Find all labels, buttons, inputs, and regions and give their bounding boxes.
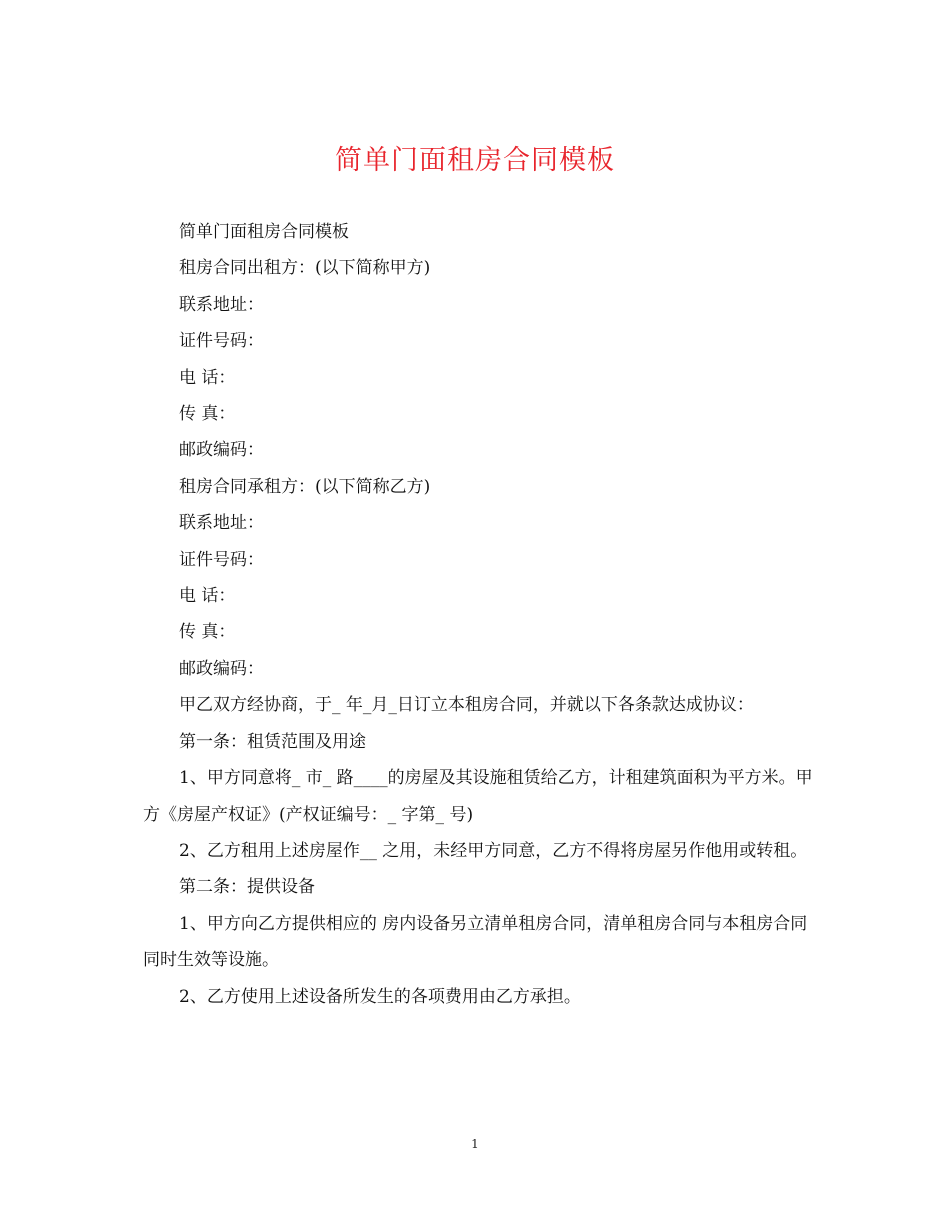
paragraph-article-2-item-1: 1、甲方向乙方提供相应的 房内设备另立清单租房合同，清单租房合同与本租房合同同时生效等设施。 [143, 913, 808, 971]
paragraph-lessor: 租房合同出租方：(以下简称甲方) [179, 258, 431, 279]
paragraph-article-2-heading: 第二条：提供设备 [179, 877, 315, 898]
paragraph-lessee-id: 证件号码： [179, 549, 264, 570]
document-body [143, 214, 813, 1015]
paragraph-lessee-phone: 电 话： [179, 586, 236, 607]
page-number: 1 [471, 1137, 479, 1151]
paragraph-lessee: 租房合同承租方：(以下简称乙方) [179, 476, 431, 497]
paragraph-lessor-id: 证件号码： [179, 331, 264, 352]
paragraph-article-1-item-1: 1、甲方同意将_ 市_ 路____的房屋及其设施租赁给乙方，计租建筑面积为平方米。甲方《房屋产权证》(产权证编号：_ 字第_ 号) [143, 768, 813, 825]
paragraph-lessor-fax: 传 真： [179, 404, 236, 425]
paragraph-lessor-postcode: 邮政编码： [179, 440, 264, 461]
paragraph-article-2-item-2: 2、乙方使用上述设备所发生的各项费用由乙方承担。 [179, 986, 581, 1007]
paragraph-lessor-phone: 电 话： [179, 367, 236, 388]
paragraph-lessee-fax: 传 真： [179, 622, 236, 643]
paragraph-heading: 简单门面租房合同模板 [179, 222, 349, 242]
document-title: 简单门面租房合同模板 [335, 145, 615, 176]
paragraph-lessor-address: 联系地址： [179, 294, 264, 315]
paragraph-lessee-address: 联系地址： [179, 513, 264, 534]
paragraph-article-1-item-2: 2、乙方租用上述房屋作__ 之用，未经甲方同意，乙方不得将房屋另作他用或转租。 [179, 840, 808, 861]
paragraph-agreement-intro: 甲乙双方经协商，于_ 年_月_日订立本租房合同，并就以下各条款达成协议： [179, 695, 754, 716]
paragraph-lessee-postcode: 邮政编码： [179, 658, 264, 679]
paragraph-article-1-heading: 第一条：租赁范围及用途 [179, 731, 366, 752]
